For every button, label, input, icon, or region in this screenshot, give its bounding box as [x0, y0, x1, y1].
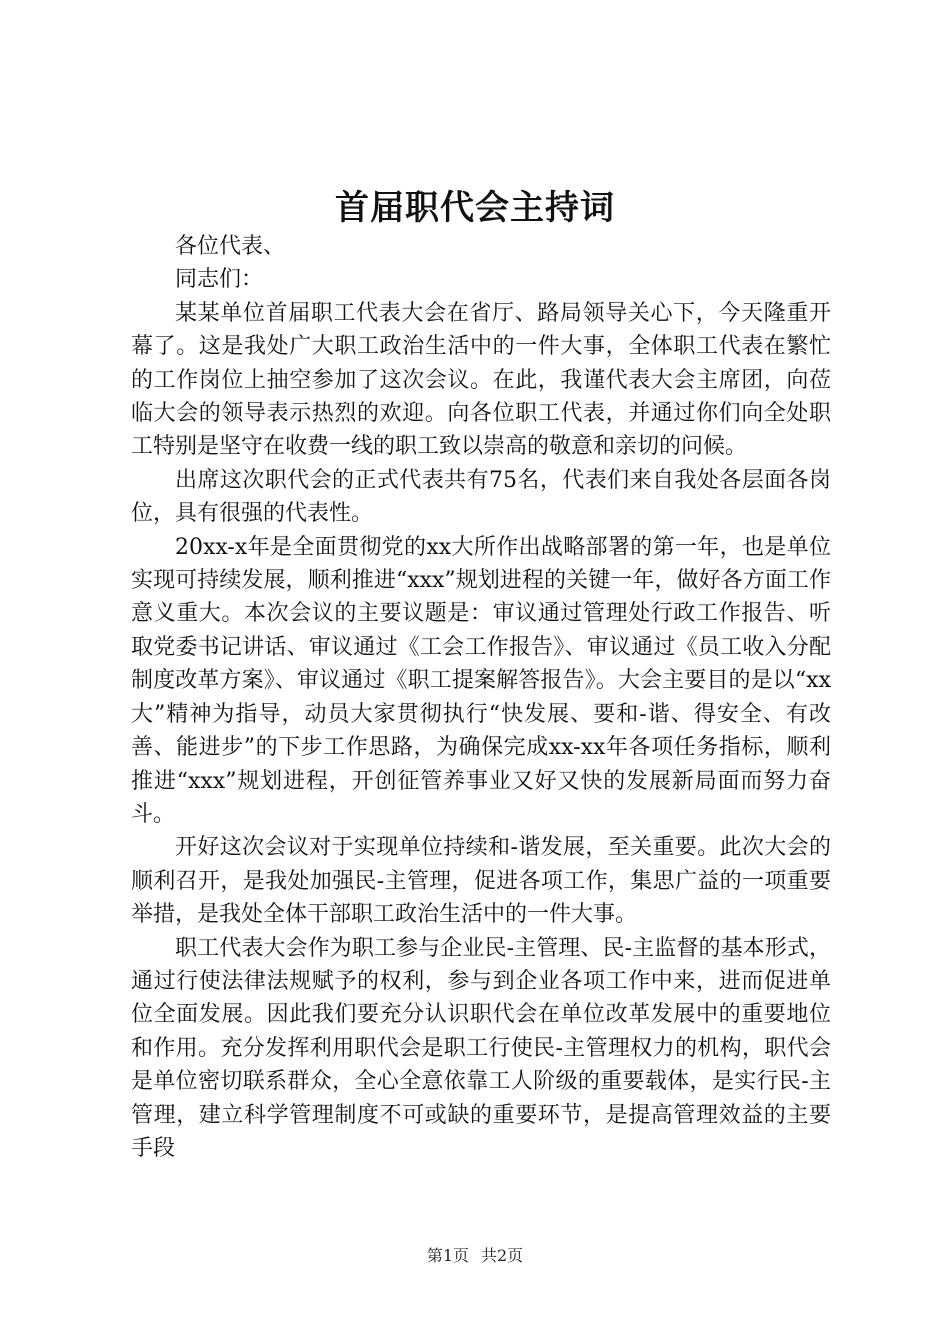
page-footer — [0, 1244, 950, 1268]
salutation-line: 同志们： — [175, 267, 264, 293]
body-paragraph: 职工代表大会作为职工参与企业民-主管理、民-主监督的基本形式，通过行使法律法规赋予的权利，参与到企业各项工作中来，进而促进单位全面发展。因此我们要充分认识职代会在单位改革发展中的重要地位和作用。充分发挥利用职代会是职工行使民-主管理权力的机构，职代会是单位密切联系群众，全心全意依靠工人阶级的重要载体，是实行民-主管理，建立科学管理制度不可或缺的重要环节，是提高管理效益的主要手段 — [131, 935, 831, 1161]
body-paragraph: 20xx-x年是全面贯彻党的xx大所作出战略部署的第一年，也是单位实现可持续发展，顺利推进“xxx”规划进程的关键一年，做好各方面工作意义重大。本次会议的主要议题是：审议通过管理处行政工作报告、听取党委书记讲话、审议通过《工会工作报告》、审议通过《员工收入分配制度改革方案》、审议通过《职工提案解答报告》。大会主要目的是以“xx大”精神为指导，动员大家贯彻执行“快发展、要和-谐、得安全、有改善、能进步”的下步工作思路，为确保完成xx-xx年各项任务指标，顺利推进“xxx”规划进程，开创征管养事业又好又快的发展新局面而努力奋斗。 — [131, 534, 831, 827]
page-number: 第1页 — [426, 1246, 469, 1265]
body-paragraph: 开好这次会议对于实现单位持续和-谐发展，至关重要。此次大会的顺利召开，是我处加强民-主管理，促进各项工作，集思广益的一项重要举措，是我处全体干部职工政治生活中的一件大事。 — [131, 835, 831, 928]
salutation-line: 各位代表、 — [175, 234, 286, 259]
document-body — [131, 230, 831, 1165]
document-title: 首届职代会主持词 — [335, 188, 615, 228]
body-paragraph: 出席这次职代会的正式代表共有75名，代表们来自我处各层面各岗位，具有很强的代表性。 — [131, 467, 831, 527]
body-paragraph: 某某单位首届职工代表大会在省厅、路局领导关心下，今天隆重开幕了。这是我处广大职工政治生活中的一件大事，全体职工代表在繁忙的工作岗位上抽空参加了这次会议。在此，我谨代表大会主席团，向莅临大会的领导表示热烈的欢迎。向各位职工代表，并通过你们向全处职工特别是坚守在收费一线的职工致以崇高的敬意和亲切的问候。 — [131, 300, 831, 460]
page-total: 共2页 — [481, 1246, 524, 1265]
